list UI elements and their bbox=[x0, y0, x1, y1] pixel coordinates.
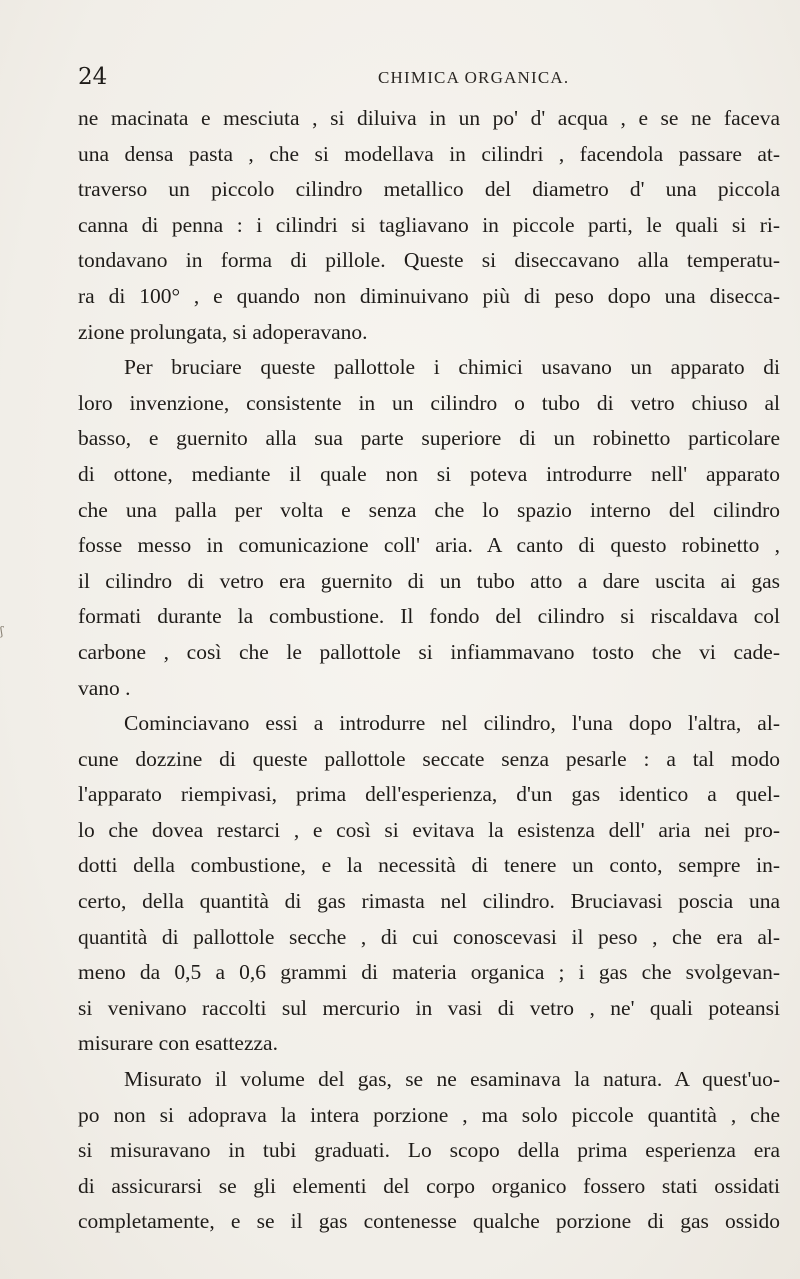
text-line: traverso un piccolo cilindro metallico del diametro d' una piccola bbox=[78, 177, 780, 202]
text-line: che una palla per volta e senza che lo spazio interno del cilindro bbox=[78, 497, 780, 522]
text-line: ra di 100° , e quando non diminuivano più di peso dopo una disecca- bbox=[78, 283, 780, 308]
page-header bbox=[78, 64, 778, 92]
text-line: loro invenzione, consistente in un cilindro o tubo di vetro chiuso al bbox=[78, 390, 780, 415]
page-number: 24 bbox=[78, 64, 108, 90]
text-line: Per bruciare queste pallottole i chimici usavano un apparato di bbox=[124, 355, 780, 380]
text-line: fosse messo in comunicazione coll' aria. A canto di questo robinetto , bbox=[78, 533, 780, 558]
text-line: zione prolungata, si adoperavano. bbox=[78, 319, 368, 344]
text-line: si venivano raccolti sul mercurio in vasi di vetro , ne' quali poteansi bbox=[78, 995, 780, 1020]
text-line: di ottone, mediante il quale non si poteva introdurre nell' apparato bbox=[78, 461, 780, 486]
text-line: po non si adoprava la intera porzione , ma solo piccole quantità , che bbox=[78, 1102, 780, 1127]
text-line: di assicurarsi se gli elementi del corpo organico fossero stati ossidati bbox=[78, 1173, 780, 1198]
text-line: meno da 0,5 a 0,6 grammi di materia organica ; i gas che svolgevan- bbox=[78, 960, 780, 985]
text-line: canna di penna : i cilindri si tagliavano in piccole parti, le quali si ri- bbox=[78, 212, 780, 237]
text-line: cune dozzine di queste pallottole seccate senza pesarle : a tal modo bbox=[78, 746, 780, 771]
text-line: Misurato il volume del gas, se ne esaminava la natura. A quest'uo- bbox=[124, 1067, 780, 1092]
body-text bbox=[78, 101, 780, 1240]
text-line: lo che dovea restarci , e così si evitava la esistenza dell' aria nei pro- bbox=[78, 817, 780, 842]
text-line: formati durante la combustione. Il fondo del cilindro si riscaldava col bbox=[78, 604, 780, 629]
text-line: quantità di pallottole secche , di cui conoscevasi il peso , che era al- bbox=[78, 924, 780, 949]
text-line: una densa pasta , che si modellava in cilindri , facendola passare at- bbox=[78, 141, 780, 166]
text-line: ne macinata e mesciuta , si diluiva in un po' d' acqua , e se ne faceva bbox=[78, 106, 780, 130]
text-line: il cilindro di vetro era guernito di un tubo atto a dare uscita ai gas bbox=[78, 568, 780, 593]
text-line: misurare con esattezza. bbox=[78, 1031, 278, 1056]
text-line: vano . bbox=[78, 675, 131, 700]
margin-ink-mark: ʃ bbox=[0, 624, 4, 638]
text-line: dotti della combustione, e la necessità di tenere un conto, sempre in- bbox=[78, 853, 780, 878]
text-line: basso, e guernito alla sua parte superiore di un robinetto particolare bbox=[78, 426, 780, 451]
running-title: CHIMICA ORGANICA. bbox=[378, 68, 570, 87]
text-line: certo, della quantità di gas rimasta nel cilindro. Bruciavasi poscia una bbox=[78, 889, 780, 914]
text-line: Cominciavano essi a introdurre nel cilindro, l'una dopo l'altra, al- bbox=[124, 711, 780, 736]
text-line: si misuravano in tubi graduati. Lo scopo della prima esperienza era bbox=[78, 1138, 780, 1163]
text-line: completamente, e se il gas contenesse qualche porzione di gas ossido bbox=[78, 1209, 780, 1234]
text-line: l'apparato riempivasi, prima dell'esperienza, d'un gas identico a quel- bbox=[78, 782, 780, 807]
text-line: tondavano in forma di pillole. Queste si diseccavano alla temperatu- bbox=[78, 248, 780, 273]
text-line: carbone , così che le pallottole si infiammavano tosto che vi cade- bbox=[78, 639, 780, 664]
